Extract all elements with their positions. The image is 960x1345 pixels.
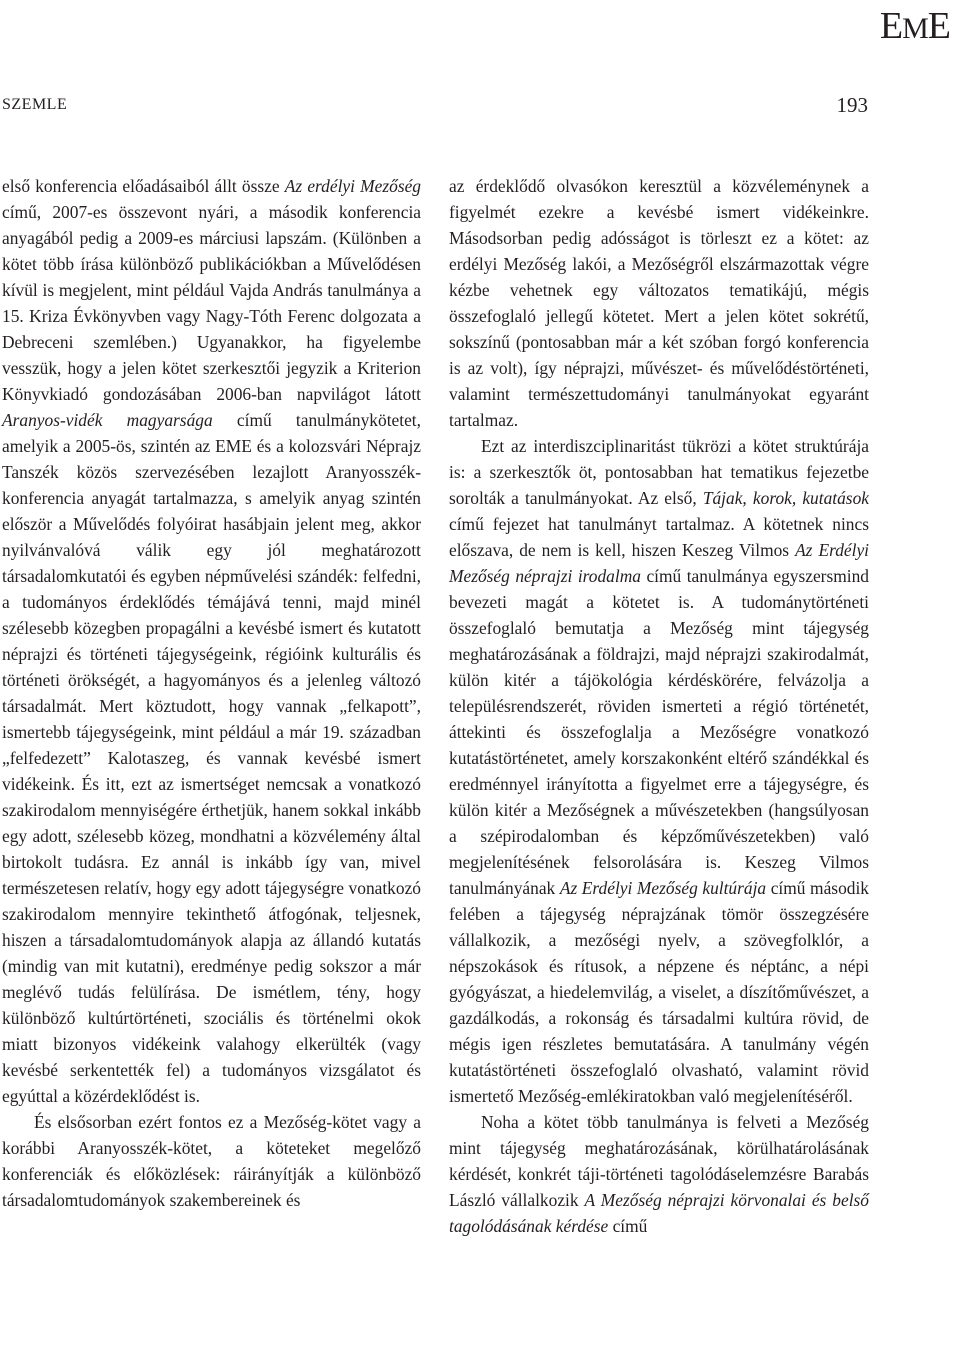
text-run: Noha a kötet több tanulmánya is felveti a Mezőség mint tájegység meghatározásának, körülhatárolásának kérdését, konkrét táji-történeti tagolódáselemzésre Barabás László vállalkozik [449, 1112, 869, 1210]
right-paragraph-3 [449, 1109, 869, 1239]
italic-title: Az Erdélyi Mezőség kultúrája [559, 878, 767, 898]
text-run: című második felében a tájegység néprajzának tömör összegzésére vállalkozik, a mezőségi nyelv, a szövegfolklór, a népszokások és rítusok, a népzene és néptánc, a népi gyógyászat, a hiedelemvilág, a viselet, a díszítőművészet, a gazdálkodás, a rokonság és társadalmi kultúra rövid, de mégis igen részletes bemutatására. A tanulmány végén kutatástörténeti összefoglaló olvasható, valamint rövid ismertető Mezőség-emlékiratokban való megjelenítéséről. [449, 878, 869, 1106]
italic-title: Tájak, korok, kutatások [702, 488, 869, 508]
left-paragraph-1 [2, 173, 421, 1109]
journal-logo [880, 6, 950, 49]
right-paragraph-2 [449, 433, 869, 1109]
text-run: című tanulmánykötetet, amelyik a 2005-ös, szintén az EME és a kolozsvári Néprajz Tanszék közös szervezésében lezajlott Aranyosszék-konferencia anyagát tartalmazza, s amelyik anyag szintén először a Művelődés folyóirat hasábjain jelent meg, akkor nyilvánvalóvá válik egy jól meghatározott társadalomkutatói és egyben népművelési szándék: felfedni, a tudományos érdeklődés témájává tenni, majd minél szélesebb közegben propagálni a kevésbé ismert és kutatott néprajzi és történeti tájegységeink, régióink kulturális és történeti örökségét, a hagyományos és a jelenleg változó társadalmát. Mert köztudott, hogy vannak „felkapott”, ismertebb tájegységeink, mint például a már 19. században „felfedezett” Kalotaszeg, és vannak kevésbé ismert vidékeink. És itt, ezt az ismertséget nemcsak a vonatkozó szakirodalom mennyiségére érthetjük, hanem sokkal inkább egy adott, szélesebb közeg, mondhatni a közvélemény által birtokolt tudásra. Ez annál is inkább így van, mivel természetesen relatív, hogy egy adott tájegységre vonatkozó szakirodalom mennyire tekinthető átfogónak, teljesnek, hiszen a társadalomtudományok alapja az állandó kutatás (mindig van mit kutatni), eredménye pedig sokszor a már meglévő tudás felülírása. De ismétlem, tény, hogy különböző kultúrtörténeti, szociális és történelmi okok miatt bizonyos vidékeink valahogy elkerülték (vagy kevésbé serkentették fel) a tudományos vizsgálatot és egyúttal a közérdeklődést is. [2, 410, 421, 1106]
text-run: című, 2007-es összevont nyári, a második konferencia anyagából pedig a 2009-es márciusi lapszám. (Különben a kötet több írása különböző publikációkban a Művelődésen kívül is megjelent, mint például Vajda András tanulmánya a 15. Kriza Évkönyvben vagy Nagy-Tóth Ferenc dolgozata a Debreceni szemlében.) Ugyanakkor, ha figyelembe vesszük, hogy a jelen kötet szerkesztői jegyzik a Kriterion Könyvkiadó gondozásában 2006-ban napvilágot látott [2, 202, 421, 404]
text-run: című [608, 1216, 648, 1236]
right-paragraph-1: az érdeklődő olvasókon keresztül a közvéleménynek a figyelmét ezekre a kevésbé ismert vidékeinkre. Másodsorban pedig adósságot is törleszt ez a kötet: az erdélyi Mezőség lakói, a Mezőségről elszármazottak végre kézbe vehetnek egy változatos tematikájú, mégis összefoglaló jellegű kötetet. Mert a jelen kötet sokrétű, sokszínű (pontosabban már a két szóban forgó konferencia is az volt), így néprajzi, művészet- és művelődéstörténeti, valamint természettudományi tanulmányokat egyaránt tartalmaz. [449, 176, 869, 430]
text-run: című fejezet hat tanulmányt tartalmaz. A kötetnek nincs előszava, de nem is kell, hiszen Keszeg Vilmos [449, 514, 869, 560]
text-run: Ezt az interdiszciplinaritást tükrözi a kötet struktúrája is: a szerkesztők öt, pontosabban hat tematikus fejezetbe sorolták a tanulmányokat. Az első, [449, 436, 869, 508]
italic-title: Az Erdélyi Mezőség néprajzi irodalma [449, 540, 869, 586]
text-run: című tanulmánya egyszersmind bevezeti magát a kötetet is. A tudománytörténeti összefoglaló bemutatja a Mezőség mint tájegység meghatározásának a földrajzi, majd néprajzi szakirodalmát, külön kitér a tájökológia kérdéskörére, felvázolja a településrendszerét, röviden ismerteti a régió történetét, áttekinti és összefoglalja a Mezőségre vonatkozó kutatástörténetet, amely korszakonként eltérő szándékkal és eredménnyel irányította a figyelmet erre a tájegységre, és külön kitér a Mezőségnek a művészetekben (hangsúlyosan a szépirodalomban és képzőművészetekben) való megjelenítésének felsorolására is. Keszeg Vilmos tanulmányának [449, 566, 869, 898]
logo-letter-m: M [902, 12, 928, 45]
left-paragraph-2: És elsősorban ezért fontos ez a Mezőség-kötet vagy a korábbi Aranyosszék-kötet, a köteteket megelőző konferenciák és előközlések: ráirányítják a különböző társadalomtudományok szakembereinek és [2, 1112, 421, 1210]
italic-title: A Mezőség néprajzi körvonalai és belső tagolódásának kérdése [449, 1190, 869, 1236]
italic-title: Az erdélyi Mezőség [284, 176, 421, 196]
logo-letter-e2: E [927, 5, 950, 47]
page-number: 193 [836, 93, 868, 117]
text-run: első konferencia előadásaiból állt össze [2, 176, 285, 196]
running-head: SZEMLE [2, 96, 68, 113]
right-column [449, 173, 869, 1239]
italic-title: Aranyos-vidék magyarsága [2, 410, 213, 430]
left-column [2, 173, 421, 1213]
logo-letter-e1: E [879, 5, 903, 47]
